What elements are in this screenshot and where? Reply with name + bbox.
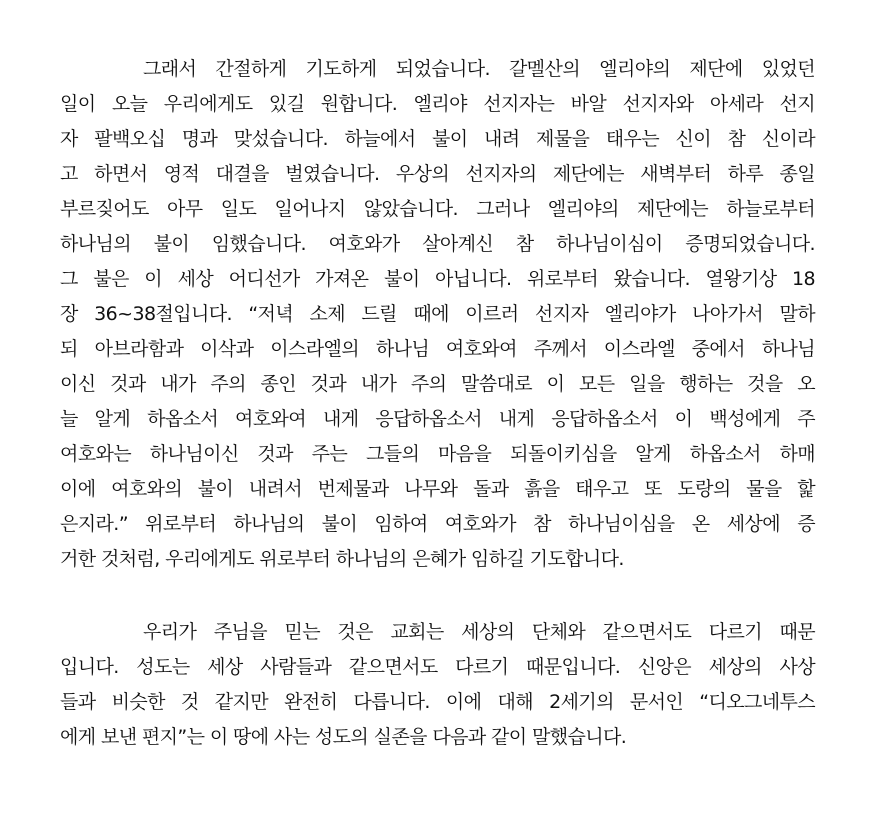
text-line: 들과 비슷한 것 같지만 완전히 다릅니다. 이에 대해 2세기의 문서인 “디오그네투스 bbox=[60, 691, 815, 713]
text-line: 장 36~38절입니다. “저녁 소제 드릴 때에 이르러 선지자 엘리야가 나아가서 말하 bbox=[60, 303, 815, 325]
text-line: 입니다. 성도는 세상 사람들과 같으면서도 다르기 때문입니다. 신앙은 세상의 사상 bbox=[60, 656, 815, 678]
text-line: 거한 것처럼, 우리에게도 위로부터 하나님의 은혜가 임하길 기도합니다. bbox=[60, 548, 624, 570]
text-line: 부르짖어도 아무 일도 일어나지 않았습니다. 그러나 엘리야의 제단에는 하늘로부터 bbox=[60, 198, 815, 220]
paragraph-gap bbox=[60, 577, 815, 615]
text-line: 에게 보낸 편지”는 이 땅에 사는 성도의 실존을 다음과 같이 말했습니다. bbox=[60, 726, 627, 748]
text-line: 일이 오늘 우리에게도 있길 원합니다. 엘리야 선지자는 바알 선지자와 아세라 선지 bbox=[60, 93, 815, 115]
text-line: 우리가 주님을 믿는 것은 교회는 세상의 단체와 같으면서도 다르기 때문 bbox=[143, 621, 815, 643]
paragraph-1 bbox=[60, 52, 815, 577]
text-line: 그래서 간절하게 기도하게 되었습니다. 갈멜산의 엘리야의 제단에 있었던 bbox=[143, 58, 815, 80]
text-line: 자 팔백오십 명과 맞섰습니다. 하늘에서 불이 내려 제물을 태우는 신이 참 신이라 bbox=[60, 128, 815, 150]
paragraph-2 bbox=[60, 615, 815, 755]
text-line: 여호와는 하나님이신 것과 주는 그들의 마음을 되돌이키심을 알게 하옵소서 하매 bbox=[60, 443, 815, 465]
text-line: 하나님의 불이 임했습니다. 여호와가 살아계신 참 하나님이심이 증명되었습니다. bbox=[60, 233, 815, 255]
text-line: 되 아브라함과 이삭과 이스라엘의 하나님 여호와여 주께서 이스라엘 중에서 하나님 bbox=[60, 338, 815, 360]
text-line: 이에 여호와의 불이 내려서 번제물과 나무와 돌과 흙을 태우고 또 도랑의 물을 핥 bbox=[60, 478, 815, 500]
text-line: 그 불은 이 세상 어디선가 가져온 불이 아닙니다. 위로부터 왔습니다. 열왕기상 18 bbox=[60, 268, 815, 290]
text-line: 고 하면서 영적 대결을 벌였습니다. 우상의 선지자의 제단에는 새벽부터 하루 종일 bbox=[60, 163, 815, 185]
text-line: 은지라.” 위로부터 하나님의 불이 임하여 여호와가 참 하나님이심을 온 세상에 증 bbox=[60, 513, 815, 535]
text-line: 늘 알게 하옵소서 여호와여 내게 응답하옵소서 내게 응답하옵소서 이 백성에게 주 bbox=[60, 408, 815, 430]
text-line: 이신 것과 내가 주의 종인 것과 내가 주의 말씀대로 이 모든 일을 행하는 것을 오 bbox=[60, 373, 815, 395]
document-page bbox=[60, 52, 815, 755]
